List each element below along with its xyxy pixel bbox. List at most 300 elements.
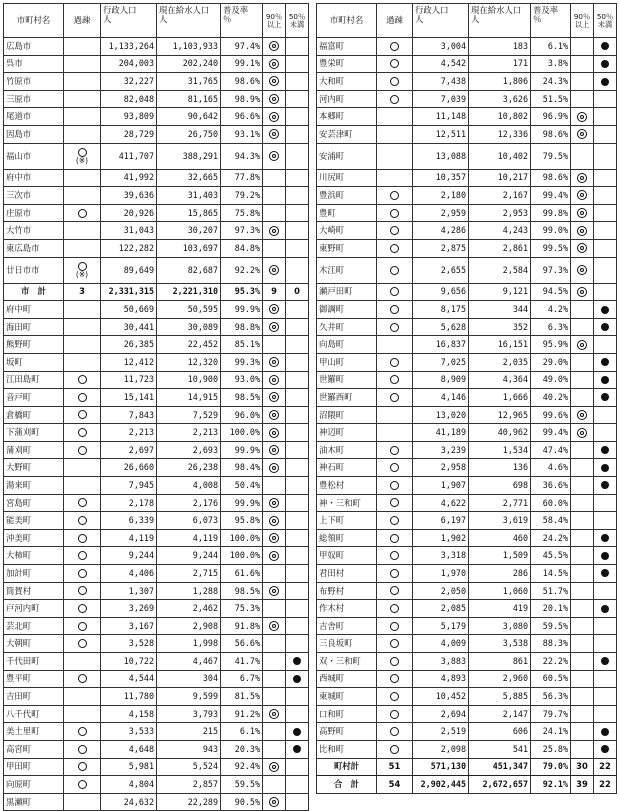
served-population: 4,119 [157,529,221,547]
under-50-cell [286,336,309,354]
table-row [317,723,617,741]
black-circle-icon [601,728,609,736]
water-supply-table-right [316,3,617,794]
municipality-name: 音戸町 [4,389,64,407]
under-50-cell: 0 [286,283,309,301]
municipality-name: 福富町 [317,38,377,56]
municipality-name: 世羅町 [317,371,377,389]
kaso-circle-icon [390,498,399,507]
served-population: 388,291 [157,143,221,169]
served-population: 2,861 [469,239,531,257]
over-90-cell [571,424,594,442]
municipality-name: 世羅西町 [317,389,377,407]
coverage-rate: 14.5% [531,565,571,583]
over-90-cell [571,55,594,73]
over-90-cell [263,73,286,91]
kaso-circle-icon [390,266,399,275]
gyosei-population: 571,130 [413,758,469,776]
municipality-name: 大柿町 [4,547,64,565]
kaso-circle-icon [390,710,399,719]
kaso-circle-icon [78,393,87,402]
served-population: 26,238 [157,459,221,477]
gyosei-population: 3,239 [413,441,469,459]
kaso-circle-icon [78,586,87,595]
over-90-cell [263,204,286,222]
under-50-cell [594,336,617,354]
under-50-cell [594,740,617,758]
under-50-cell [594,108,617,126]
under-50-cell [594,441,617,459]
kaso-flag-cell [64,776,101,794]
kaso-flag-cell [377,600,413,618]
gyosei-population: 2,519 [413,723,469,741]
kaso-flag-cell [64,477,101,495]
double-circle-icon [269,41,279,51]
table-row [317,371,617,389]
municipality-name: 上下町 [317,512,377,530]
kaso-circle-icon [390,375,399,384]
kaso-circle-icon [390,244,399,253]
kaso-flag-cell [377,125,413,143]
table-row [317,477,617,495]
gyosei-population: 11,780 [101,688,157,706]
kaso-flag-cell [377,441,413,459]
under-50-cell [286,740,309,758]
served-population: 1,534 [469,441,531,459]
served-population: 40,962 [469,424,531,442]
coverage-rate: 47.4% [531,441,571,459]
coverage-rate: 81.5% [221,688,263,706]
gyosei-population: 8,909 [413,371,469,389]
served-population: 10,802 [469,108,531,126]
kaso-flag-cell [377,239,413,257]
kaso-circle-icon [78,762,87,771]
under-50-cell [286,406,309,424]
served-population: 606 [469,723,531,741]
coverage-rate: 99.4% [531,424,571,442]
kaso-circle-icon [390,551,399,560]
municipality-name: 呉市 [4,55,64,73]
kaso-flag-cell [64,257,101,283]
table-row [4,187,309,205]
kaso-flag-cell [377,389,413,407]
gyosei-population: 3,269 [101,600,157,618]
black-circle-icon [601,464,609,472]
table-row [4,90,309,108]
municipality-name: 高野町 [317,723,377,741]
kaso-flag-cell [64,441,101,459]
coverage-rate: 61.6% [221,565,263,583]
kaso-circle-icon [78,498,87,507]
double-circle-icon [269,762,279,772]
municipality-name: 大朝町 [4,635,64,653]
coverage-rate: 99.3% [221,353,263,371]
municipality-name: 大和町 [317,73,377,91]
gyosei-population: 50,669 [101,301,157,319]
black-circle-icon [293,728,301,736]
coverage-rate: 98.5% [221,389,263,407]
over-90-cell [571,169,594,187]
table-row [4,793,309,811]
header-over-90: 90％ 以上 [263,4,286,38]
header-coverage-rate: 普及率 ％ [221,4,263,38]
double-circle-icon [577,410,587,420]
gyosei-population: 7,843 [101,406,157,424]
table-body-right [317,38,617,794]
table-row [4,73,309,91]
municipality-name: 君田村 [317,565,377,583]
served-population: 7,529 [157,406,221,424]
over-90-cell [571,108,594,126]
table-row [4,125,309,143]
under-50-cell [594,424,617,442]
gyosei-population: 32,227 [101,73,157,91]
under-50-cell [594,389,617,407]
kaso-flag-cell [64,793,101,811]
kaso-flag-cell [64,318,101,336]
gyosei-population: 11,723 [101,371,157,389]
over-90-cell [571,187,594,205]
municipality-name: 御調町 [317,301,377,319]
table-row [4,758,309,776]
municipality-name: 庄原市 [4,204,64,222]
municipality-name: 東広島市 [4,239,64,257]
under-50-cell: 22 [594,758,617,776]
black-circle-icon [601,78,609,86]
gyosei-population: 2,959 [413,204,469,222]
double-circle-icon [269,76,279,86]
gyosei-population: 4,648 [101,740,157,758]
served-population: 460 [469,529,531,547]
coverage-rate: 24.2% [531,529,571,547]
double-circle-icon [269,226,279,236]
served-population: 419 [469,600,531,618]
gyosei-population: 13,088 [413,143,469,169]
coverage-rate: 22.2% [531,653,571,671]
table-row [4,441,309,459]
gyosei-population: 2,331,315 [101,283,157,301]
subtotal-row [4,283,309,301]
over-90-cell: 39 [571,776,594,794]
double-circle-icon [269,498,279,508]
table-row [4,257,309,283]
coverage-rate: 97.4% [221,38,263,56]
served-population: 2,857 [157,776,221,794]
coverage-rate: 79.2% [221,187,263,205]
over-90-cell [263,635,286,653]
over-90-cell [571,90,594,108]
black-circle-icon [601,323,609,331]
under-50-cell [286,169,309,187]
served-population: 2,167 [469,187,531,205]
kaso-flag-cell [64,239,101,257]
served-population: 1,509 [469,547,531,565]
municipality-name: 久井町 [317,318,377,336]
kaso-flag-cell [377,424,413,442]
table-row [317,459,617,477]
over-90-cell [571,371,594,389]
served-population: 344 [469,301,531,319]
under-50-cell [594,477,617,495]
served-population: 31,765 [157,73,221,91]
kaso-flag-cell [64,371,101,389]
coverage-rate: 98.5% [221,582,263,600]
gyosei-population: 2,178 [101,494,157,512]
kaso-flag-cell [377,318,413,336]
over-90-cell [263,90,286,108]
kaso-circle-icon [390,226,399,235]
kaso-flag-cell [377,565,413,583]
over-90-cell [263,441,286,459]
black-circle-icon [601,605,609,613]
kaso-circle-icon [390,727,399,736]
gyosei-population: 15,141 [101,389,157,407]
gyosei-population: 4,119 [101,529,157,547]
under-50-cell [286,371,309,389]
table-row [317,600,617,618]
kaso-flag-cell [377,169,413,187]
table-row [4,459,309,477]
table-row [4,600,309,618]
kaso-flag-cell [377,353,413,371]
kaso-flag-cell [377,547,413,565]
kaso-circle-icon [78,209,87,218]
coverage-rate: 50.4% [221,477,263,495]
gyosei-population: 1,133,264 [101,38,157,56]
coverage-rate: 99.0% [531,222,571,240]
table-row [317,441,617,459]
under-50-cell [286,494,309,512]
table-row [317,389,617,407]
coverage-rate: 92.1% [531,776,571,794]
gyosei-population: 204,003 [101,55,157,73]
under-50-cell [594,38,617,56]
over-90-cell [263,389,286,407]
over-90-cell [263,353,286,371]
table-row [4,318,309,336]
gyosei-population: 20,926 [101,204,157,222]
municipality-name: 熊野町 [4,336,64,354]
kaso-circle-icon [390,191,399,200]
coverage-rate: 96.0% [221,406,263,424]
municipality-name: 海田町 [4,318,64,336]
kaso-flag-cell [377,723,413,741]
table-row [317,547,617,565]
over-90-cell [263,459,286,477]
under-50-cell [286,776,309,794]
header-municipality: 市町村名 [4,4,64,38]
over-90-cell [263,477,286,495]
gyosei-population: 9,244 [101,547,157,565]
header-over-90: 90％ 以上 [571,4,594,38]
coverage-rate: 88.3% [531,635,571,653]
under-50-cell [286,318,309,336]
coverage-rate: 99.8% [531,204,571,222]
over-90-cell [263,125,286,143]
over-90-cell [571,653,594,671]
under-50-cell [594,653,617,671]
table-row [317,125,617,143]
under-50-cell [286,222,309,240]
kaso-flag-cell [64,740,101,758]
kaso-circle-icon [390,657,399,666]
under-50-cell [594,529,617,547]
over-90-cell [263,38,286,56]
served-population: 3,619 [469,512,531,530]
served-population: 82,687 [157,257,221,283]
double-circle-icon [577,265,587,275]
served-population: 30,089 [157,318,221,336]
table-row [4,776,309,794]
coverage-rate: 93.0% [221,371,263,389]
municipality-name: 豊栄町 [317,55,377,73]
under-50-cell [286,143,309,169]
gyosei-population: 2,180 [413,187,469,205]
over-90-cell [263,565,286,583]
table-row [317,90,617,108]
under-50-cell [286,670,309,688]
over-90-cell [263,723,286,741]
municipality-name: 筒賀村 [4,582,64,600]
kaso-flag-cell [64,143,101,169]
served-population: 2,176 [157,494,221,512]
served-population: 2,147 [469,705,531,723]
gyosei-population: 4,893 [413,670,469,688]
over-90-cell [263,653,286,671]
kaso-flag-cell [377,582,413,600]
coverage-rate: 97.3% [531,257,571,283]
coverage-rate: 29.0% [531,353,571,371]
gyosei-population: 2,050 [413,582,469,600]
under-50-cell [286,239,309,257]
over-90-cell [263,301,286,319]
under-50-cell [286,565,309,583]
under-50-cell [594,600,617,618]
gyosei-population: 12,412 [101,353,157,371]
municipality-name: 甲奴町 [317,547,377,565]
municipality-name: 三原市 [4,90,64,108]
served-population: 22,289 [157,793,221,811]
double-circle-icon [577,287,587,297]
kaso-flag-cell [377,406,413,424]
double-circle-icon [269,392,279,402]
municipality-name: 安芸津町 [317,125,377,143]
gyosei-population: 10,452 [413,688,469,706]
table-row [4,582,309,600]
coverage-rate: 20.3% [221,740,263,758]
table-row [4,108,309,126]
kaso-circle-icon [390,393,399,402]
under-50-cell [286,529,309,547]
municipality-name: 総領町 [317,529,377,547]
over-90-cell [571,723,594,741]
served-population: 183 [469,38,531,56]
coverage-rate: 77.8% [221,169,263,187]
coverage-rate: 98.6% [531,169,571,187]
under-50-cell [286,125,309,143]
kaso-circle-icon [78,745,87,754]
header-under-50: 50％ 未満 [286,4,309,38]
served-population: 9,244 [157,547,221,565]
over-90-cell [263,512,286,530]
table-row [317,406,617,424]
kaso-circle-icon [78,410,87,419]
double-circle-icon [269,533,279,543]
municipality-name: 豊平町 [4,670,64,688]
coverage-rate: 60.0% [531,494,571,512]
served-population: 943 [157,740,221,758]
over-90-cell [263,239,286,257]
kaso-circle-icon [78,375,87,384]
kaso-circle-icon [390,358,399,367]
over-90-cell [263,336,286,354]
gyosei-population: 24,632 [101,793,157,811]
kaso-note: (※) [75,269,89,279]
served-population: 1,806 [469,73,531,91]
coverage-rate: 24.1% [531,723,571,741]
kaso-flag-cell [377,38,413,56]
kaso-flag-cell [377,301,413,319]
under-50-cell [286,441,309,459]
kaso-circle-icon [390,692,399,701]
table-row [317,257,617,283]
coverage-rate: 79.7% [531,705,571,723]
kaso-flag-cell: 3 [64,283,101,301]
gyosei-population: 4,804 [101,776,157,794]
double-circle-icon [577,173,587,183]
coverage-rate: 79.5% [531,143,571,169]
served-population: 451,347 [469,758,531,776]
table-row [4,477,309,495]
subtotal-row [317,758,617,776]
municipality-name: 向原町 [4,776,64,794]
coverage-rate: 4.6% [531,459,571,477]
gyosei-population: 4,544 [101,670,157,688]
kaso-flag-cell [64,90,101,108]
served-population: 304 [157,670,221,688]
kaso-flag-cell [64,723,101,741]
black-circle-icon [293,745,301,753]
over-90-cell [571,494,594,512]
over-90-cell [571,705,594,723]
kaso-circle-icon [390,59,399,68]
gyosei-population: 26,660 [101,459,157,477]
under-50-cell [594,705,617,723]
coverage-rate: 96.6% [221,108,263,126]
kaso-circle-icon [78,551,87,560]
under-50-cell [286,389,309,407]
served-population: 1,060 [469,582,531,600]
under-50-cell [594,301,617,319]
coverage-rate: 79.0% [531,758,571,776]
table-row [317,670,617,688]
under-50-cell [286,512,309,530]
municipality-name: 竹原市 [4,73,64,91]
municipality-name: 尾道市 [4,108,64,126]
kaso-flag-cell [64,512,101,530]
kaso-flag-cell [64,125,101,143]
gyosei-population: 3,883 [413,653,469,671]
municipality-name: 川尻町 [317,169,377,187]
gyosei-population: 4,158 [101,705,157,723]
under-50-cell [594,169,617,187]
gyosei-population: 1,907 [413,477,469,495]
over-90-cell [263,758,286,776]
over-90-cell [571,565,594,583]
under-50-cell [594,494,617,512]
served-population: 81,165 [157,90,221,108]
double-circle-icon [269,428,279,438]
